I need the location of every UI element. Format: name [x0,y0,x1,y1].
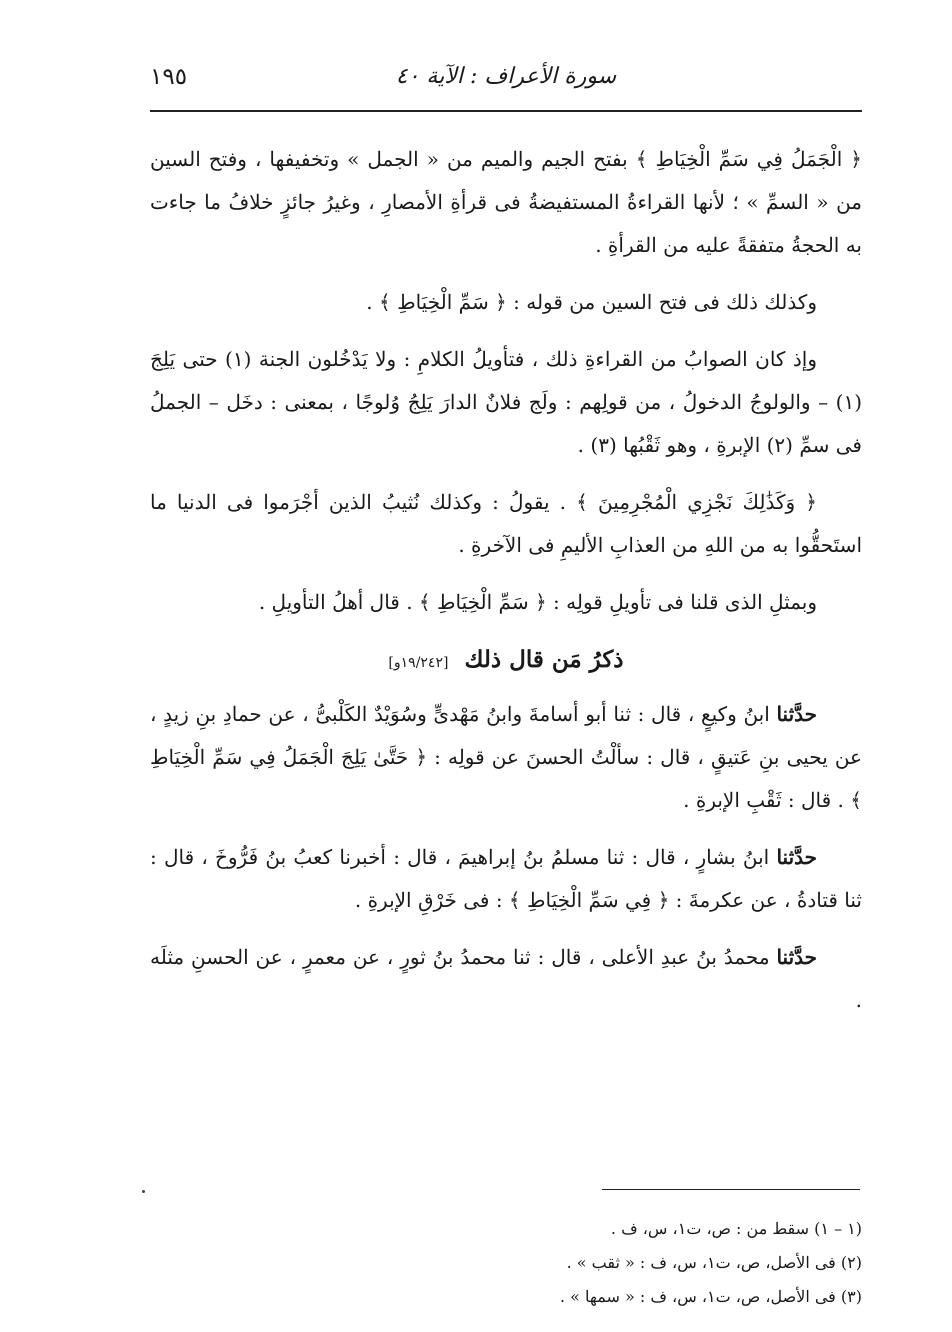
section-heading-text: ذكرُ مَن قال ذلك [464,646,624,673]
footnotes [150,1212,862,1314]
manuscript-reference: [١٩/٢٤٢و] [388,655,449,671]
hadith-text: ابنُ وكيعٍ ، قال : ثنا أبو أسامةَ وابنُ مَهْدىٍّ وسُوَيْدٌ الكَلْبىُّ ، عن حمادِ بنِ زيدٍ ، عن يحيى بنِ عَتيقٍ ، قال : سألْتُ الحسنَ عن قولِه : ﴿ حَتَّىٰ يَلِجَ الْجَمَلُ فِي سَمِّ الْخِيَاطِ ﴾ . قال : ثَقْبِ الإبرةِ . [150,702,862,812]
footnote-divider [602,1189,860,1190]
hadith-lead: حدَّثنا [776,702,817,726]
hadith-lead: حدَّثنا [776,845,817,869]
footnote: (٣) فى الأصل، ص، ت١، س، ف : « سمها » . [559,1287,862,1306]
hadith-paragraph [150,936,862,1022]
page-header [150,56,862,100]
hadith-text: محمدُ بنُ عبدِ الأعلى ، قال : ثنا محمدُ بنُ ثورٍ ، عن معمرٍ ، عن الحسنِ مثلَه . [150,945,862,1012]
footnote: (١ – ١) سقط من : ص، ت١، س، ف . [610,1219,862,1238]
hadith-paragraph [150,836,862,922]
hadith-lead: حدَّثنا [776,945,817,969]
hadith-text: ابنُ بشارٍ ، قال : ثنا مسلمُ بنُ إبراهيمَ ، قال : أخبرنا كعبُ بنُ فَرُّوخَ ، قال : ثنا قتادةُ ، عن عكرمةَ : ﴿ فِي سَمِّ الْخِيَاطِ ﴾ : فى خَرْقِ الإبرةِ . [150,845,862,912]
paragraph: وبمثلِ الذى قلنا فى تأويلِ قولِه : ﴿ سَمِّ الْخِيَاطِ ﴾ . قال أهلُ التأويلِ . [258,590,817,614]
section-heading [150,638,862,685]
paragraph: ﴿ وَكَذَٰلِكَ نَجْزِي الْمُجْرِمِينَ ﴾ . يقولُ : وكذلك نُثيبُ الذين أجْرَموا فى الدنيا ما استَحقُّوا به من اللهِ من العذابِ الأليمِ فى الآخرةِ . [150,490,862,557]
paragraph: وكذلك ذلك فى فتح السين من قوله : ﴿ سَمِّ الْخِيَاطِ ﴾ . [366,290,817,314]
hadith-paragraph [150,693,862,822]
paragraph: ﴿ الْجَمَلُ فِي سَمِّ الْخِيَاطِ ﴾ بفتح الجيم والميم من « الجمل » وتخفيفها ، وفتح السين من « السمِّ » ؛ لأنها القراءةُ المستفيضةُ فى قرأةِ الأمصارِ ، وغيرُ جائزٍ خلافُ ما جاءت به الحجةُ متفقةً عليه من القرأةِ . [150,147,862,257]
margin-mark [142,1190,145,1193]
main-text [150,138,862,1036]
running-title: سورة الأعراف : الآية ٤٠ [395,64,617,89]
paragraph: وإذ كان الصوابُ من القراءةِ ذلك ، فتأويلُ الكلامِ : ولا يَدْخُلون الجنة (١) حتى يَلِجَ (١) – والولوجُ الدخولُ ، من قولِهم : ولَج فلانٌ الدارَ يَلِجُ وُلوجًا ، بمعنى : دخَل – الجملُ فى سمِّ (٢) الإبرةِ ، وهو ثَقْبُها (٣) . [150,347,862,457]
footnote: (٢) فى الأصل، ص، ت١، س، ف : « ثقب » . [566,1253,862,1272]
header-divider [150,110,862,112]
page-number: ١٩٥ [150,64,188,90]
